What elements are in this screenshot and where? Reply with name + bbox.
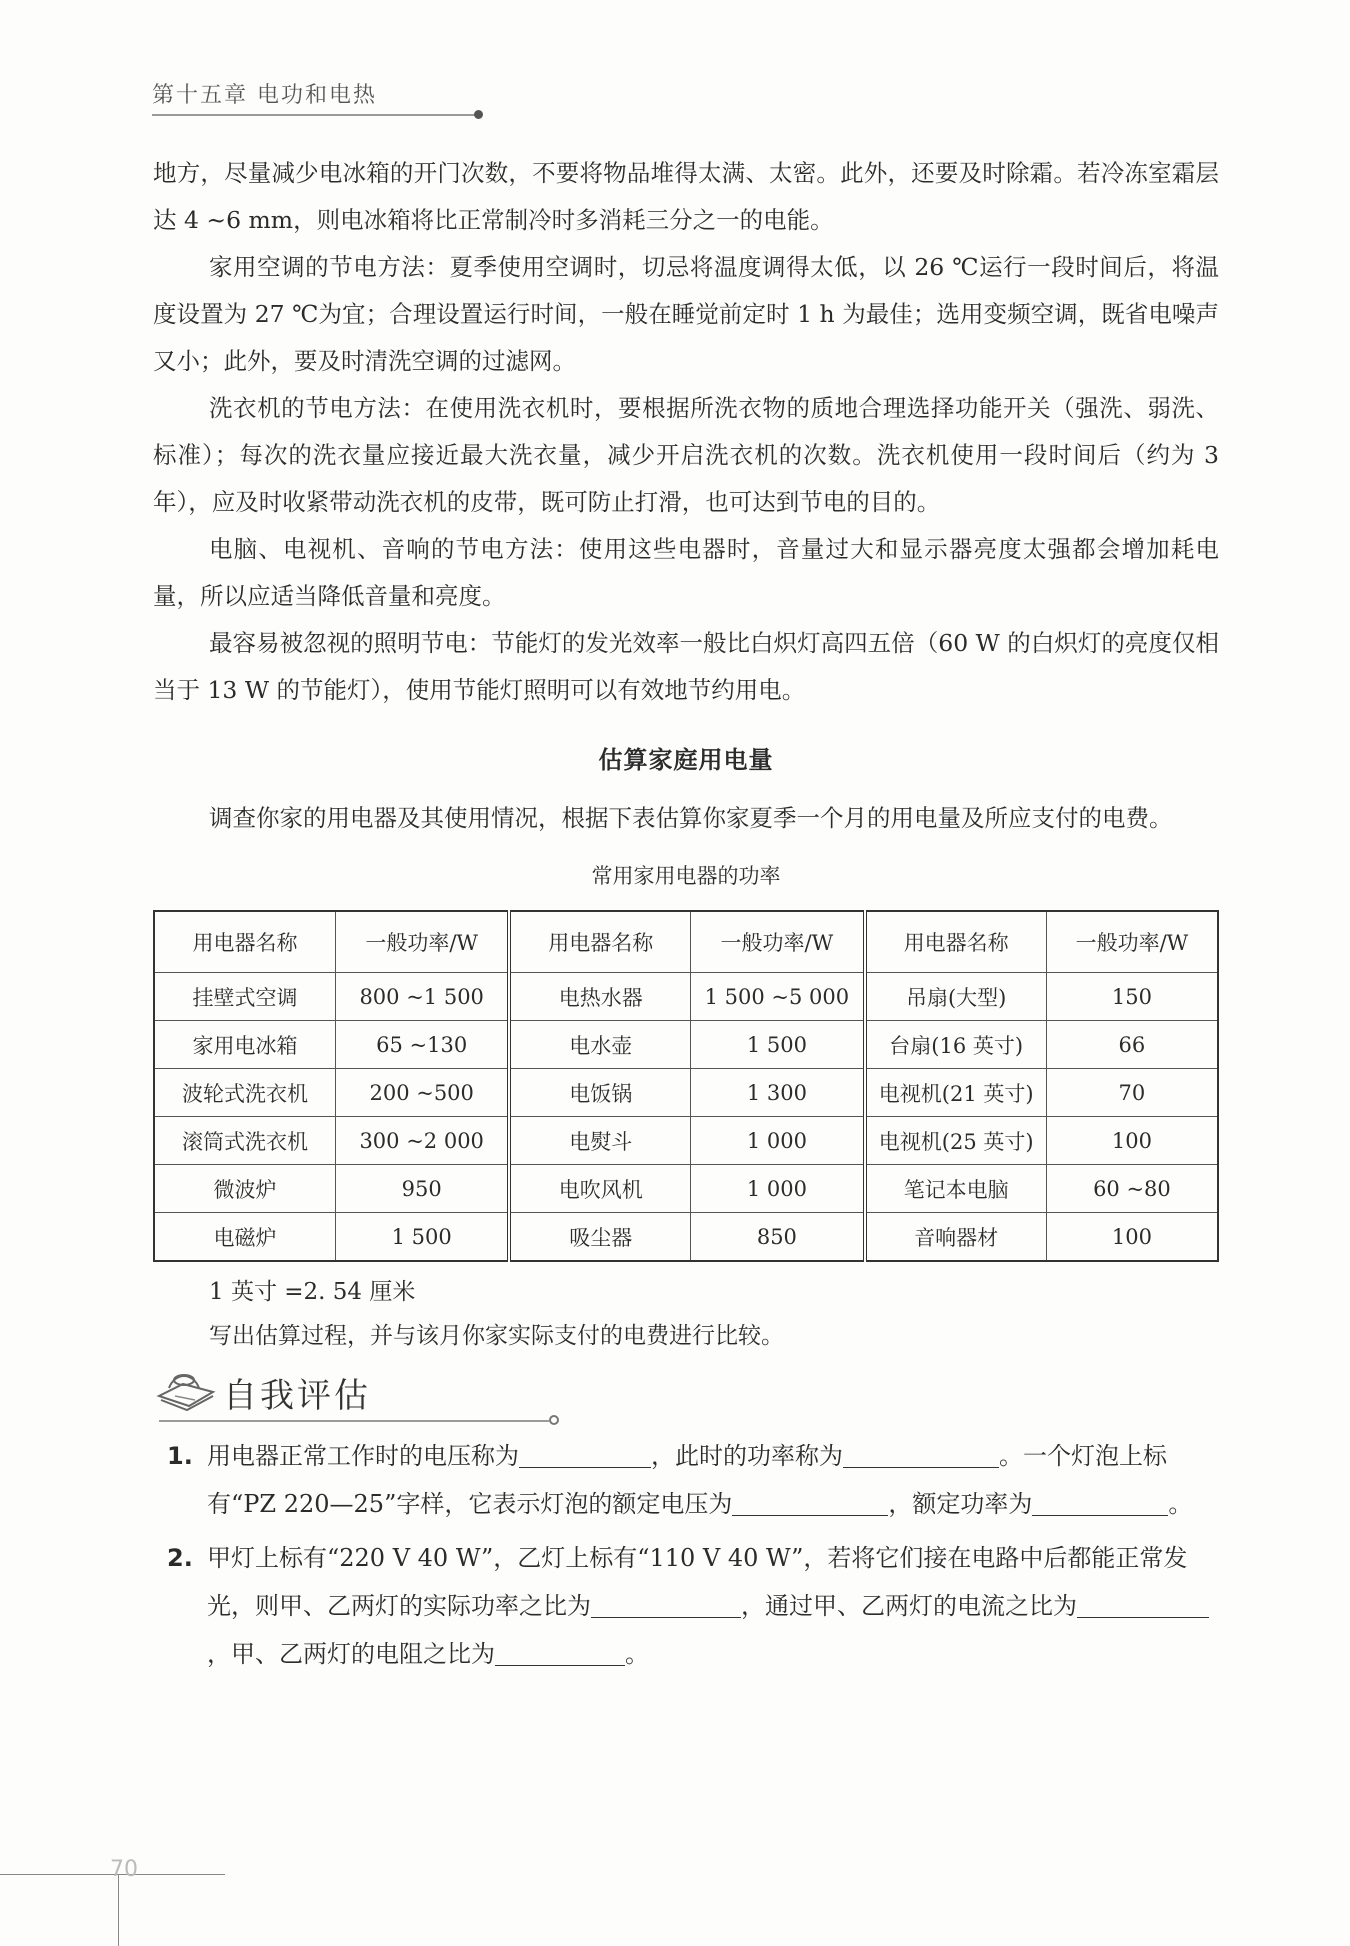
answer-blank[interactable] xyxy=(732,1485,888,1516)
table-cell: 微波炉 xyxy=(154,1165,336,1213)
table-cell: 电熨斗 xyxy=(509,1117,690,1165)
table-cell: 台扇(16 英寸) xyxy=(865,1021,1047,1069)
header-dot xyxy=(474,110,483,119)
question-text: 甲灯上标有“220 V 40 W”，乙灯上标有“110 V 40 W”，若将它们接在电路中后都能正常发光，则甲、乙两灯的实际功率之比为 xyxy=(207,1544,1188,1620)
answer-blank[interactable] xyxy=(843,1437,999,1468)
chapter-header: 第十五章 电功和电热 xyxy=(152,83,377,108)
table-row xyxy=(154,1165,1218,1213)
question-text: 。 xyxy=(625,1640,649,1668)
paragraph-aircon: 家用空调的节电方法：夏季使用空调时，切忌将温度调得太低，以 26 ℃运行一段时间后，将温度设置为 27 ℃为宜；合理设置运行时间，一般在睡觉前定时 1 h 为最佳；选用变频空调，既省电噪声又小；此外，要及时清洗空调的过滤网。 xyxy=(153,253,1219,375)
question-text: 。 xyxy=(1168,1490,1193,1518)
estimation-task-note: 写出估算过程，并与该月你家实际支付的电费进行比较。 xyxy=(209,1323,784,1349)
table-cell: 1 500 xyxy=(691,1021,865,1069)
self-eval-rule xyxy=(159,1420,549,1422)
table-cell: 电饭锅 xyxy=(509,1069,690,1117)
self-eval-heading xyxy=(153,1362,1219,1426)
answer-blank[interactable] xyxy=(1077,1587,1209,1618)
answer-blank[interactable] xyxy=(1032,1485,1168,1516)
table-header-cell: 一般功率/W xyxy=(691,911,865,973)
table-cell: 电热水器 xyxy=(509,973,690,1021)
page-content xyxy=(153,150,1219,1678)
table-row xyxy=(154,1213,1218,1262)
table-cell: 70 xyxy=(1046,1069,1218,1117)
table-cell: 100 xyxy=(1046,1117,1218,1165)
answer-blank[interactable] xyxy=(591,1587,741,1618)
table-cell: 1 000 xyxy=(691,1117,865,1165)
table-row xyxy=(154,1021,1218,1069)
table-cell: 100 xyxy=(1046,1213,1218,1262)
question-text: 用电器正常工作时的电压称为 xyxy=(207,1442,519,1470)
table-header-row xyxy=(154,911,1218,973)
table-header-cell: 一般功率/W xyxy=(336,911,510,973)
question-text: ，通过甲、乙两灯的电流之比为 xyxy=(741,1592,1077,1620)
table-row xyxy=(154,973,1218,1021)
page-number: 70 xyxy=(110,1857,138,1882)
table-header-cell: 用电器名称 xyxy=(865,911,1047,973)
question-text: ，甲、乙两灯的电阻之比为 xyxy=(207,1640,495,1668)
table-cell: 850 xyxy=(691,1213,865,1262)
table-header-cell: 一般功率/W xyxy=(1046,911,1218,973)
table-cell: 300 ~2 000 xyxy=(336,1117,510,1165)
paragraph-lighting: 最容易被忽视的照明节电：节能灯的发光效率一般比白炽灯高四五倍（60 W 的白炽灯的亮度仅相当于 13 W 的节能灯），使用节能灯照明可以有效地节约用电。 xyxy=(153,629,1219,704)
open-book-icon xyxy=(153,1366,219,1416)
table-cell: 家用电冰箱 xyxy=(154,1021,336,1069)
table-cell: 电水壶 xyxy=(509,1021,690,1069)
table-cell: 800 ~1 500 xyxy=(336,973,510,1021)
table-cell: 电视机(21 英寸) xyxy=(865,1069,1047,1117)
table-cell: 1 300 xyxy=(691,1069,865,1117)
table-header-cell: 用电器名称 xyxy=(509,911,690,973)
table-cell: 66 xyxy=(1046,1021,1218,1069)
self-eval-label: 自我评估 xyxy=(223,1376,371,1416)
question-2 xyxy=(153,1534,1219,1678)
paragraph-fridge-tail: 地方，尽量减少电冰箱的开门次数，不要将物品堆得太满、太密。此外，还要及时除霜。若冷冻室霜层达 4 ~6 mm，则电冰箱将比正常制冷时多消耗三分之一的电能。 xyxy=(153,159,1219,234)
table-cell: 电吹风机 xyxy=(509,1165,690,1213)
header-rule xyxy=(152,114,478,116)
table-cell: 滚筒式洗衣机 xyxy=(154,1117,336,1165)
activity-intro: 调查你家的用电器及其使用情况，根据下表估算你家夏季一个月的用电量及所应支付的电费。 xyxy=(209,804,1173,832)
table-cell: 1 500 xyxy=(336,1213,510,1262)
table-cell: 笔记本电脑 xyxy=(865,1165,1047,1213)
question-1 xyxy=(153,1432,1219,1528)
answer-blank[interactable] xyxy=(519,1437,651,1468)
table-cell: 电磁炉 xyxy=(154,1213,336,1262)
table-cell: 挂壁式空调 xyxy=(154,973,336,1021)
answer-blank[interactable] xyxy=(495,1635,625,1666)
table-cell: 950 xyxy=(336,1165,510,1213)
table-cell: 65 ~130 xyxy=(336,1021,510,1069)
table-cell: 电视机(25 英寸) xyxy=(865,1117,1047,1165)
paragraph-computer-tv: 电脑、电视机、音响的节电方法：使用这些电器时，音量过大和显示器亮度太强都会增加耗电量，所以应适当降低音量和亮度。 xyxy=(153,535,1219,610)
table-row xyxy=(154,1069,1218,1117)
table-cell: 1 000 xyxy=(691,1165,865,1213)
table-cell: 音响器材 xyxy=(865,1213,1047,1262)
question-text: ，此时的功率称为 xyxy=(651,1442,843,1470)
appliance-power-table xyxy=(153,910,1219,1262)
table-cell: 吸尘器 xyxy=(509,1213,690,1262)
table-cell: 150 xyxy=(1046,973,1218,1021)
question-number: 2. xyxy=(167,1544,193,1572)
activity-title: 估算家庭用电量 xyxy=(598,746,774,774)
question-number: 1. xyxy=(167,1442,193,1470)
table-cell: 吊扇(大型) xyxy=(865,973,1047,1021)
table-header-cell: 用电器名称 xyxy=(154,911,336,973)
table-cell: 60 ~80 xyxy=(1046,1165,1218,1213)
question-text: 。一个灯泡上标有“PZ 220—25”字样，它表示灯泡的额定电压为 xyxy=(207,1442,1167,1518)
table-cell: 波轮式洗衣机 xyxy=(154,1069,336,1117)
self-eval-rule-dot xyxy=(549,1415,559,1425)
inch-conversion-note: 1 英寸 =2. 54 厘米 xyxy=(209,1279,416,1305)
table-cell: 1 500 ~5 000 xyxy=(691,973,865,1021)
question-text: ，额定功率为 xyxy=(888,1490,1033,1518)
table-cell: 200 ~500 xyxy=(336,1069,510,1117)
paragraph-washer: 洗衣机的节电方法：在使用洗衣机时，要根据所洗衣物的质地合理选择功能开关（强洗、弱洗、标准）；每次的洗衣量应接近最大洗衣量，减少开启洗衣机的次数。洗衣机使用一段时间后（约为 3 年），应及时收紧带动洗衣机的皮带，既可防止打滑，也可达到节电的目的。 xyxy=(153,394,1219,516)
table-row xyxy=(154,1117,1218,1165)
table-caption: 常用家用电器的功率 xyxy=(591,864,781,888)
